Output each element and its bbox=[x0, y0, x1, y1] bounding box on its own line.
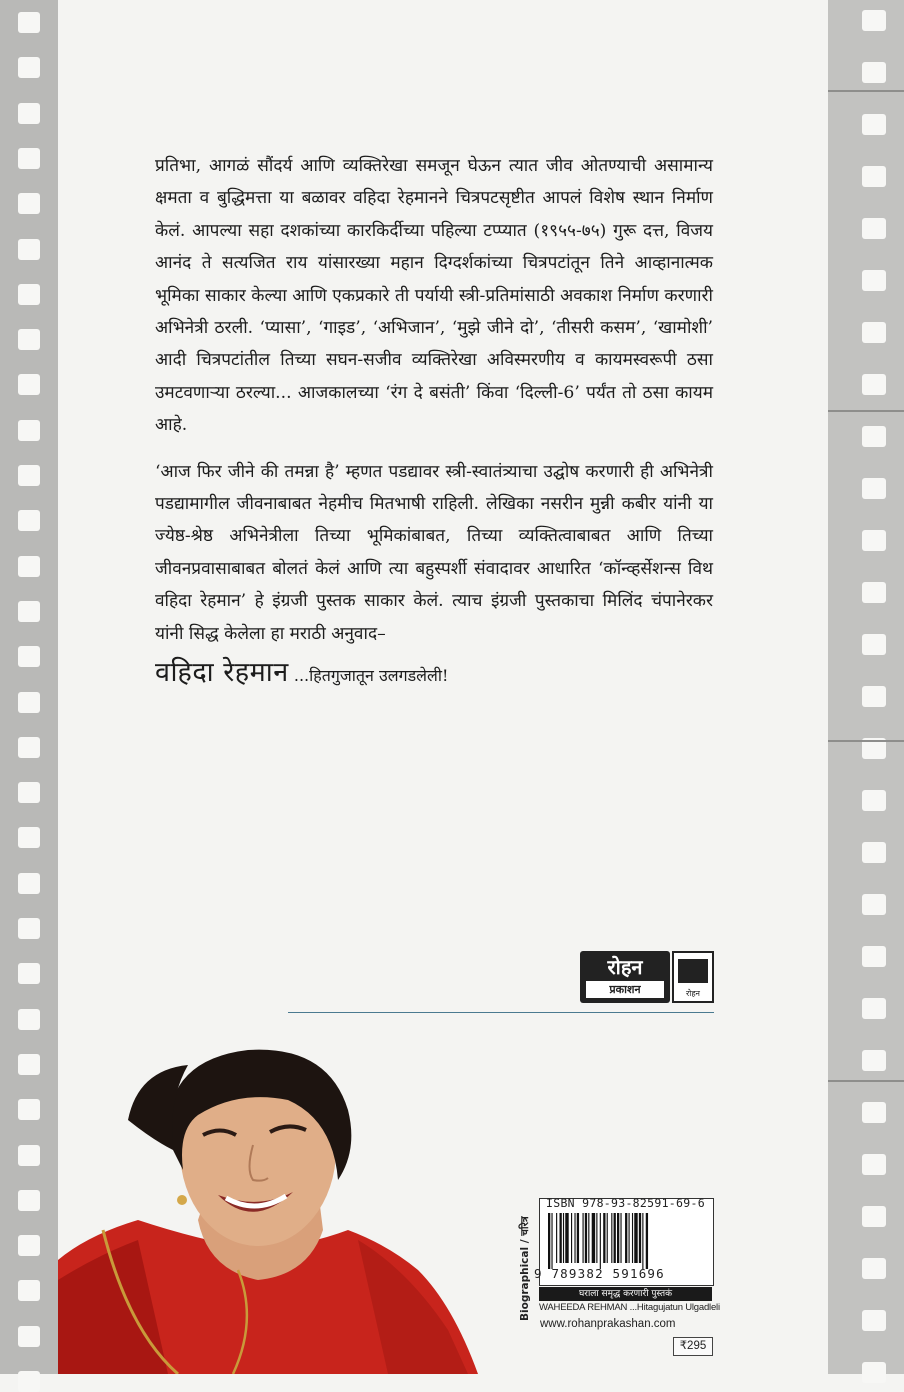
barcode-bar bbox=[600, 1213, 601, 1269]
film-hole bbox=[18, 1145, 40, 1166]
film-hole bbox=[18, 1190, 40, 1211]
film-hole bbox=[862, 582, 886, 603]
film-hole bbox=[18, 510, 40, 531]
film-strip-left bbox=[0, 0, 58, 1374]
film-hole bbox=[18, 57, 40, 78]
film-hole bbox=[862, 842, 886, 863]
film-hole bbox=[862, 114, 886, 135]
film-hole bbox=[862, 478, 886, 499]
barcode-bar bbox=[639, 1213, 641, 1263]
film-hole bbox=[18, 1371, 40, 1392]
barcode-bar bbox=[583, 1213, 584, 1263]
back-cover-blurb bbox=[155, 150, 713, 689]
barcode-bar bbox=[556, 1213, 557, 1263]
barcode-bar bbox=[620, 1213, 621, 1263]
film-hole bbox=[862, 1050, 886, 1071]
barcode-bar bbox=[632, 1213, 633, 1263]
barcode-bar bbox=[646, 1213, 648, 1269]
barcode bbox=[546, 1210, 706, 1272]
film-hole bbox=[18, 329, 40, 350]
film-hole bbox=[862, 1206, 886, 1227]
film-strip-right bbox=[828, 0, 904, 1374]
barcode-bar bbox=[603, 1213, 605, 1263]
film-hole bbox=[862, 894, 886, 915]
barcode-digits: 9 789382 591696 bbox=[534, 1266, 665, 1281]
film-hole bbox=[18, 646, 40, 667]
film-hole bbox=[862, 426, 886, 447]
barcode-bar bbox=[551, 1213, 552, 1269]
film-hole bbox=[862, 374, 886, 395]
barcode-bar bbox=[625, 1213, 627, 1263]
film-hole bbox=[18, 103, 40, 124]
film-hole bbox=[18, 556, 40, 577]
film-hole bbox=[862, 10, 886, 31]
publisher-tag: प्रकाशन bbox=[586, 981, 664, 998]
film-hole bbox=[862, 1102, 886, 1123]
barcode-bar bbox=[560, 1213, 562, 1263]
film-frame-divider bbox=[828, 740, 904, 742]
film-hole bbox=[18, 601, 40, 622]
film-hole bbox=[862, 322, 886, 343]
film-hole bbox=[862, 998, 886, 1019]
film-hole bbox=[18, 692, 40, 713]
barcode-bar bbox=[642, 1213, 643, 1269]
barcode-bar bbox=[629, 1213, 630, 1263]
barcode-bar bbox=[634, 1213, 637, 1263]
barcode-bar bbox=[611, 1213, 612, 1263]
book-subtitle: ...हितगुजातून उलगडलेली! bbox=[288, 666, 449, 686]
book-icon bbox=[672, 951, 714, 1003]
film-hole bbox=[862, 1362, 886, 1383]
film-hole bbox=[862, 1154, 886, 1175]
film-hole bbox=[18, 782, 40, 803]
film-hole bbox=[18, 1326, 40, 1347]
barcode-bar bbox=[588, 1213, 589, 1263]
film-hole bbox=[862, 166, 886, 187]
film-hole bbox=[862, 270, 886, 291]
barcode-bar bbox=[571, 1213, 572, 1263]
english-title: WAHEEDA REHMAN ...Hitagujatun Ulgadleli bbox=[539, 1302, 720, 1313]
film-hole bbox=[18, 374, 40, 395]
film-hole bbox=[862, 218, 886, 239]
barcode-bar bbox=[574, 1213, 575, 1263]
film-hole bbox=[18, 737, 40, 758]
film-frame-divider bbox=[828, 410, 904, 412]
barcode-bar bbox=[577, 1213, 579, 1263]
film-hole bbox=[18, 873, 40, 894]
film-hole bbox=[18, 963, 40, 984]
film-hole bbox=[18, 1235, 40, 1256]
film-hole bbox=[18, 193, 40, 214]
blurb-paragraph-2: ‘आज फिर जीने की तमन्ना है’ म्हणत पडद्यावर स्त्री-स्वातंत्र्याचा उद्घोष करणारी ही अभिनेत्री पडद्यामागील जीवनाबाबत नेहमीच मितभाषी राहिली. लेखिका नसरीन मुन्नी कबीर यांनी या ज्येष्ठ-श्रेष्ठ अभिनेत्रीला तिच्या भूमिकांबाबत, तिच्या व्यक्तित्वाबाबत आणि तिच्या जीवनप्रवासाबाबत बोलतं केलं आणि त्या बहुस्पर्शी संवादावर आधारित ‘कॉन्व्हर्सेशन्स विथ वहिदा रेहमान’ हे इंग्रजी पुस्तक साकार केलं. त्याच इंग्रजी पुस्तकाचा मिलिंद चंपानेरकर यांनी सिद्ध केलेला हा मराठी अनुवाद– bbox=[155, 461, 713, 644]
film-hole bbox=[862, 62, 886, 83]
blurb-paragraph-1: प्रतिभा, आगळं सौंदर्य आणि व्यक्तिरेखा समजून घेऊन त्यात जीव ओतण्याची असामान्य क्षमता व बुद्धिमत्ता या बळावर वहिदा रेहमानने चित्रपटसृष्टीत आपलं विशेष स्थान निर्माण केलं. आपल्या सहा दशकांच्या कारकिर्दीच्या पहिल्या टप्प्यात (१९५५-७५) गुरू दत्त, विजय आनंद ते सत्यजित राय यांसारख्या महान दिग्दर्शकांच्या चित्रपटांतून तिने आव्हानात्मक भूमिका साकार केल्या आणि एकप्रकारे ती पर्यायी स्त्री-प्रतिमांसाठी अवकाश निर्माण करणारी अभिनेत्री ठरली. ‘प्यासा’, ‘गाइड’, ‘अभिजान’, ‘मुझे जीने दो’, ‘तीसरी कसम’, ‘खामोशी’ आदी चित्रपटांतील तिच्या सघन-सजीव व्यक्तिरेखा अविस्मरणीय व कायमस्वरूपी ठसा उमटवणाऱ्या ठरल्या... आजकालच्या ‘रंग दे बसंती’ किंवा ‘दिल्ली-6’ पर्यंत तो ठसा कायम आहे. bbox=[155, 156, 713, 436]
barcode-bar bbox=[565, 1213, 568, 1263]
film-hole bbox=[18, 465, 40, 486]
barcode-bar bbox=[596, 1213, 597, 1263]
film-hole bbox=[18, 918, 40, 939]
barcode-bar bbox=[614, 1213, 616, 1263]
publisher-logo bbox=[580, 951, 714, 1003]
publisher-name: रोहन bbox=[607, 955, 643, 979]
barcode-bar bbox=[607, 1213, 608, 1263]
film-frame-divider bbox=[828, 1080, 904, 1082]
barcode-bar bbox=[617, 1213, 619, 1263]
price-tag: ₹295 bbox=[673, 1337, 713, 1356]
publisher-tagline: घराला समृद्ध करणारी पुस्तकं bbox=[539, 1287, 712, 1301]
barcode-bar bbox=[563, 1213, 564, 1263]
film-hole bbox=[862, 946, 886, 967]
film-hole bbox=[18, 1054, 40, 1075]
film-frame-divider bbox=[828, 90, 904, 92]
film-hole bbox=[862, 790, 886, 811]
film-hole bbox=[862, 1310, 886, 1331]
film-hole bbox=[18, 1280, 40, 1301]
film-hole bbox=[18, 1009, 40, 1030]
publisher-website: www.rohanprakashan.com bbox=[540, 1318, 676, 1330]
film-hole bbox=[862, 1258, 886, 1279]
book-title-line bbox=[155, 652, 713, 689]
barcode-bar bbox=[592, 1213, 595, 1263]
film-hole bbox=[18, 1099, 40, 1120]
barcode-bar bbox=[585, 1213, 587, 1263]
film-hole bbox=[18, 148, 40, 169]
film-hole bbox=[18, 284, 40, 305]
book-title: वहिदा रेहमान bbox=[155, 657, 289, 689]
film-hole bbox=[18, 827, 40, 848]
book-icon-label: रोहन bbox=[685, 989, 701, 998]
film-hole bbox=[862, 634, 886, 655]
film-hole bbox=[862, 686, 886, 707]
film-hole bbox=[862, 530, 886, 551]
film-hole bbox=[18, 420, 40, 441]
divider-line bbox=[288, 1012, 714, 1013]
film-hole bbox=[18, 239, 40, 260]
isbn-number: ISBN 978-93-82591-69-6 bbox=[546, 1196, 705, 1210]
author-portrait bbox=[58, 1030, 528, 1374]
film-hole bbox=[18, 12, 40, 33]
barcode-bar bbox=[548, 1213, 550, 1269]
genre-label: Biographical / चरित्र bbox=[519, 1216, 531, 1321]
